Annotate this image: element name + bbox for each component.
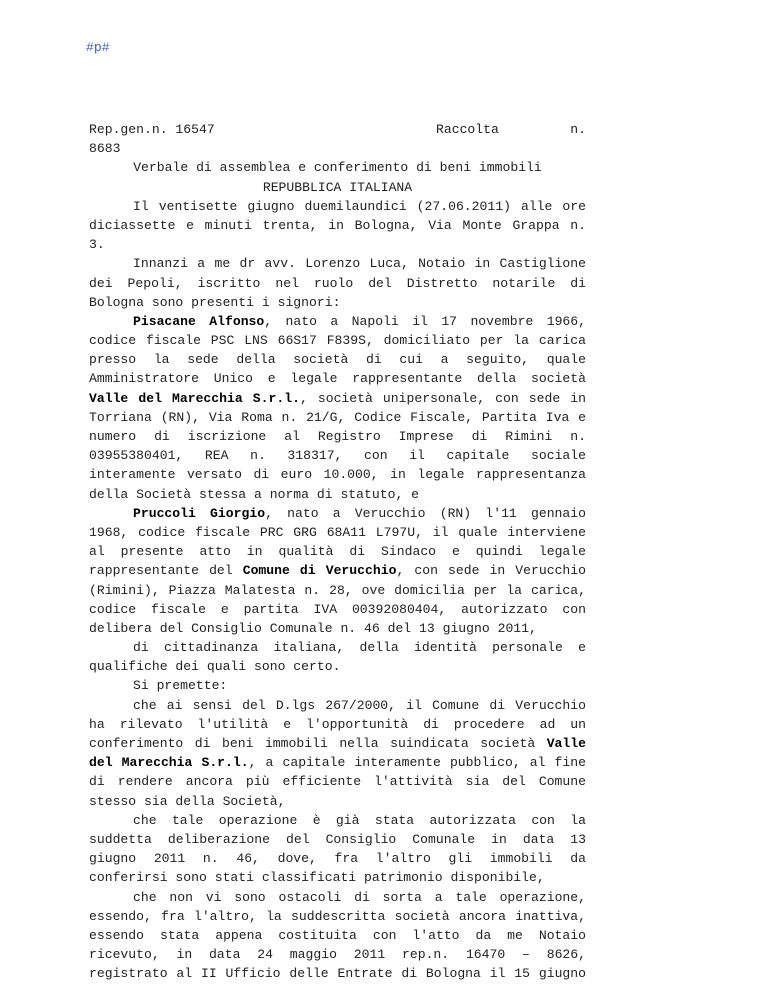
repertory-number: Rep.gen.n. 16547 — [89, 122, 215, 137]
text-line — [89, 657, 586, 676]
bold-name: Valle — [546, 736, 586, 751]
line-text: , nato a Napoli il 17 novembre 1966, — [264, 313, 586, 329]
text-line — [89, 235, 586, 254]
text-line — [89, 753, 586, 772]
text-line — [89, 638, 586, 657]
line-text: che non vi sono ostacoli di sorta a tale operazione, — [133, 889, 586, 905]
line-text: di cittadinanza italiana, della identità personale e — [133, 640, 586, 656]
bold-name: del Marecchia S.r.l. — [89, 755, 249, 771]
line-text: suddetta deliberazione del Consiglio Comunale in data 13 — [89, 831, 586, 847]
bold-name: Valle del Marecchia S.r.l. — [89, 390, 300, 406]
text-line — [89, 792, 586, 811]
line-text: Il ventisette giugno duemilaundici (27.06.2011) alle ore — [133, 198, 586, 214]
line-text: qualifiche dei quali sono certo. — [89, 659, 341, 675]
page-marker: #p# — [86, 40, 110, 55]
bold-name: Comune di Verucchio — [242, 563, 397, 579]
line-text: , nato a Verucchio (RN) l'11 gennaio — [265, 505, 586, 521]
text-line — [89, 676, 586, 695]
text-line — [89, 581, 586, 600]
line-text: Innanzi a me dr avv. Lorenzo Luca, Notaio in Castiglione — [133, 256, 586, 272]
text-line — [89, 945, 586, 964]
line-text: di rendere ancora più efficiente l'attività sia del Comune — [89, 774, 586, 790]
line-text: Si premette: — [133, 678, 228, 694]
line-text: essendo, fra l'altro, la suddescritta società ancora inattiva, — [89, 908, 586, 924]
text-line — [89, 619, 586, 638]
text-line — [89, 696, 586, 715]
line-text: presso la sede della società di cui a seguito, quale — [89, 352, 586, 368]
raccolta-label: Raccolta — [436, 122, 499, 137]
line-text: ha rilevato l'utilità e l'opportunità di procedere ad un — [89, 716, 586, 732]
text-line — [89, 389, 586, 408]
line-text: codice fiscale PSC LNS 66S17 F839S, domiciliato per la carica — [89, 333, 586, 349]
text-line — [89, 350, 586, 369]
text-line — [89, 964, 586, 983]
deed-text — [89, 120, 586, 983]
raccolta-n-label: n. — [570, 122, 586, 137]
line-text: ricevuto, in data 24 maggio 2011 rep.n. 16470 – 8626, — [89, 947, 586, 963]
text-line — [89, 888, 586, 907]
line-text: Torriana (RN), Via Roma n. 21/G, Codice Fiscale, Partita Iva e — [89, 409, 586, 425]
text-line — [89, 830, 586, 849]
text-line — [89, 369, 586, 388]
text-line — [89, 734, 586, 753]
raccolta-number: 8683 — [89, 141, 121, 157]
line-text: 1968, codice fiscale PRC GRG 68A11 L797U, il quale interviene — [89, 524, 586, 540]
line-text: registrato al II Ufficio delle Entrate di Bologna il 15 giugno — [89, 966, 586, 982]
line-text: , società unipersonale, con sede in — [299, 390, 587, 406]
text-line — [89, 312, 586, 331]
line-text: Amministratore Unico e legale rappresentante della società — [89, 371, 586, 387]
line-text: conferimento di beni immobili nella suindicata società — [89, 736, 547, 751]
line-text: rappresentante del — [89, 563, 243, 579]
line-text: delibera del Consiglio Comunale n. 46 del 13 giugno 2011, — [89, 620, 537, 636]
text-line — [89, 907, 586, 926]
line-text: che ai sensi del D.lgs 267/2000, il Comune di Verucchio — [133, 697, 586, 713]
text-line — [89, 197, 586, 216]
line-text: , con sede in Verucchio — [396, 563, 586, 579]
line-text: , a capitale interamente pubblico, al fine — [248, 755, 586, 771]
bold-name: Pruccoli Giorgio — [133, 505, 266, 521]
line-text: essendo stata appena costituita con l'atto da me Notaio — [89, 927, 586, 943]
text-line — [89, 523, 586, 542]
bold-name: Pisacane Alfonso — [133, 313, 265, 329]
text-line — [89, 542, 586, 561]
text-line — [89, 868, 586, 887]
text-line — [89, 216, 586, 235]
text-line — [89, 427, 586, 446]
text-line — [89, 600, 586, 619]
line-text: Bologna sono presenti i signori: — [89, 294, 341, 310]
text-line — [89, 465, 586, 484]
text-line — [89, 926, 586, 945]
text-line — [89, 274, 586, 293]
repertory-header — [89, 120, 586, 139]
line-text: giugno 2011 n. 46, dove, fra l'altro gli immobili da — [89, 851, 586, 867]
line-text: interamente versato di euro 10.000, in legale rappresentanza — [89, 467, 586, 483]
line-text: stesso sia della Società, — [89, 793, 286, 809]
line-text: della Società stessa a norma di statuto, e — [89, 486, 420, 502]
deed-paragraphs — [89, 197, 586, 984]
line-text: 3. — [89, 237, 105, 253]
text-line — [89, 504, 586, 523]
line-text: conferirsi sono stati classificati patrimonio disponibile, — [89, 870, 545, 886]
text-line — [89, 485, 586, 504]
line-text: al presente atto in qualità di Sindaco e quindi legale — [89, 544, 586, 560]
line-text: dei Pepoli, iscritto nel ruolo del Distretto notarile di — [89, 275, 586, 291]
text-line — [89, 331, 586, 350]
text-line — [89, 408, 586, 427]
line-text: 03955380401, REA n. 318317, con il capitale sociale — [89, 448, 586, 464]
text-line — [89, 446, 586, 465]
text-line — [89, 849, 586, 868]
text-line — [89, 772, 586, 791]
line-text: numero di iscrizione al Registro Imprese di Rimini n. — [89, 429, 586, 444]
line-text: che tale operazione è già stata autorizzata con la — [133, 812, 586, 828]
republic-heading: REPUBBLICA ITALIANA — [262, 179, 413, 195]
text-line — [89, 254, 586, 273]
text-line — [89, 293, 586, 312]
line-text: (Rimini), Piazza Malatesta n. 28, ove domicilia per la carica, — [89, 582, 586, 598]
line-text: codice fiscale e partita IVA 00392080404, autorizzato con — [89, 601, 586, 617]
document-title: Verbale di assemblea e conferimento di beni immobili — [133, 160, 542, 176]
text-line — [89, 811, 586, 830]
line-text: diciassette e minuti trenta, in Bologna, Via Monte Grappa n. — [89, 217, 586, 233]
text-line — [89, 715, 586, 734]
text-line — [89, 561, 586, 580]
